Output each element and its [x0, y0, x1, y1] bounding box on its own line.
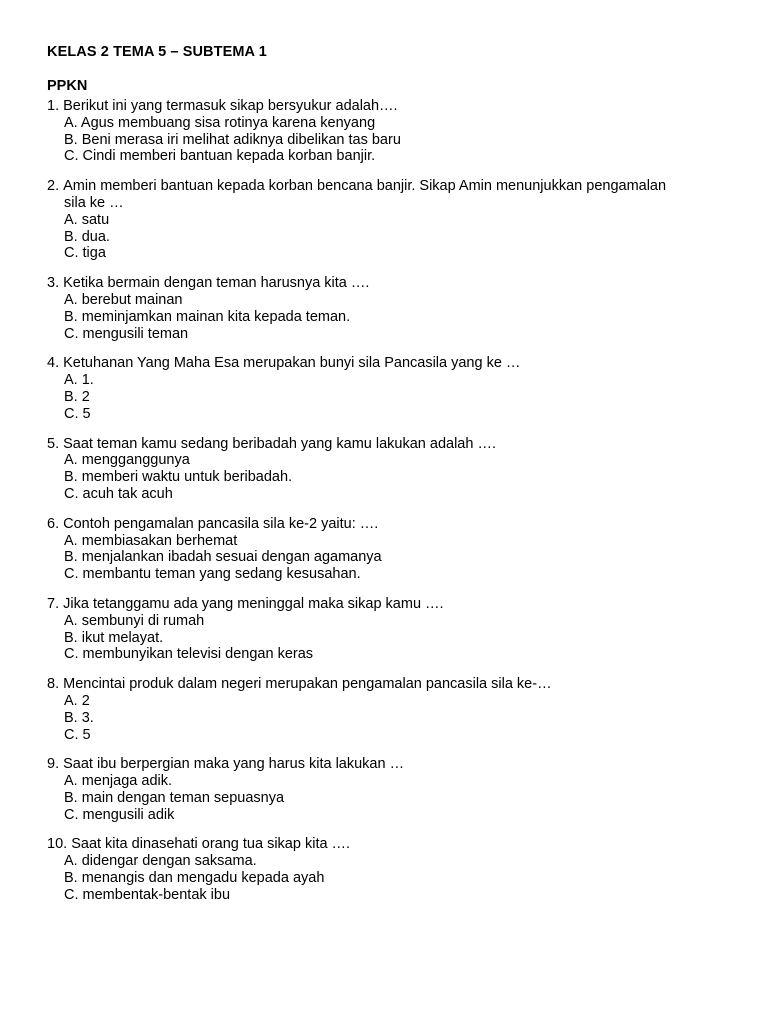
question-number: 1. — [47, 98, 60, 114]
option-b: B. memberi waktu untuk beribadah. — [64, 469, 293, 486]
option-a: A. berebut mainan — [64, 291, 183, 308]
option-a: A. membiasakan berhemat — [64, 532, 238, 549]
question-stem — [47, 836, 727, 853]
question-number: 7. — [47, 595, 60, 612]
option-list — [47, 533, 727, 583]
question-number: 2. — [47, 178, 60, 195]
question-number: 4. — [47, 355, 60, 372]
option-b: B. Beni merasa iri melihat adiknya dibelikan tas baru — [64, 131, 401, 148]
question-stem — [47, 596, 727, 613]
question-number: 9. — [47, 756, 60, 773]
option-a: A. didengar dengan saksama. — [64, 853, 257, 870]
option-list — [47, 613, 727, 663]
question-6 — [47, 516, 727, 583]
option-c: C. membentak-bentak ibu — [64, 886, 231, 903]
option-c: C. membantu teman yang sedang kesusahan. — [64, 566, 361, 583]
question-text: Amin memberi bantuan kepada korban bencana banjir. Sikap Amin menunjukkan pengamalan — [63, 178, 667, 195]
option-list — [47, 452, 727, 502]
question-stem — [47, 516, 727, 533]
option-c: C. 5 — [64, 726, 91, 743]
question-4 — [47, 355, 727, 422]
question-text: Jika tetanggamu ada yang meninggal maka sikap kamu …. — [63, 595, 444, 612]
question-text: Saat ibu berpergian maka yang harus kita lakukan … — [63, 756, 405, 773]
option-list — [47, 853, 727, 903]
question-1 — [47, 98, 727, 165]
question-7 — [47, 596, 727, 663]
option-a: A. mengganggunya — [64, 452, 190, 469]
question-stem — [47, 756, 727, 773]
question-10 — [47, 836, 727, 903]
option-c: C. 5 — [64, 405, 91, 422]
question-stem — [47, 436, 727, 453]
option-list — [47, 195, 727, 262]
option-a: A. 1. — [64, 372, 94, 389]
question-3 — [47, 275, 727, 342]
question-text: Ketuhanan Yang Maha Esa merupakan bunyi sila Pancasila yang ke … — [63, 355, 521, 372]
question-text: Mencintai produk dalam negeri merupakan pengamalan pancasila sila ke-… — [63, 676, 552, 693]
option-b: B. main dengan teman sepuasnya — [64, 789, 285, 806]
question-stem — [47, 676, 727, 693]
question-8 — [47, 676, 727, 743]
option-list — [47, 693, 727, 743]
option-c: C. mengusili adik — [64, 806, 175, 823]
question-text: Saat teman kamu sedang beribadah yang kamu lakukan adalah …. — [63, 435, 496, 452]
question-number: 3. — [47, 275, 60, 292]
option-c: C. tiga — [64, 245, 106, 262]
question-text: Contoh pengamalan pancasila sila ke-2 yaitu: …. — [63, 515, 379, 532]
page-title: KELAS 2 TEMA 5 – SUBTEMA 1 — [47, 44, 267, 60]
option-list — [47, 773, 727, 823]
question-list — [47, 98, 727, 904]
question-number: 6. — [47, 515, 60, 532]
option-list — [47, 292, 727, 342]
option-b: B. dua. — [64, 228, 110, 245]
question-number: 8. — [47, 676, 60, 693]
option-c: C. membunyikan televisi dengan keras — [64, 646, 314, 663]
question-text: Berikut ini yang termasuk sikap bersyukur adalah…. — [63, 98, 398, 114]
subject-heading: PPKN — [47, 78, 88, 94]
option-b: B. menjalankan ibadah sesuai dengan agamanya — [64, 549, 382, 566]
option-b: B. meminjamkan mainan kita kepada teman. — [64, 308, 351, 325]
question-2 — [47, 178, 727, 262]
option-b: B. 2 — [64, 388, 90, 405]
option-b: B. ikut melayat. — [64, 629, 164, 646]
question-9 — [47, 756, 727, 823]
option-a: A. sembunyi di rumah — [64, 612, 205, 629]
option-a: A. Agus membuang sisa rotinya karena kenyang — [64, 114, 376, 131]
option-a: A. satu — [64, 211, 110, 228]
question-text-continuation: sila ke … — [64, 194, 124, 211]
option-b: B. menangis dan mengadu kepada ayah — [64, 870, 325, 887]
question-stem — [47, 275, 727, 292]
question-stem — [47, 355, 727, 372]
option-list — [47, 115, 727, 165]
question-number: 5. — [47, 435, 60, 452]
option-c: C. Cindi memberi bantuan kepada korban banjir. — [64, 148, 376, 165]
question-text: Saat kita dinasehati orang tua sikap kita …. — [71, 836, 351, 853]
question-stem — [47, 98, 727, 115]
question-5 — [47, 436, 727, 503]
question-text: Ketika bermain dengan teman harusnya kita …. — [63, 275, 370, 292]
question-number: 10. — [47, 836, 68, 853]
option-a: A. 2 — [64, 692, 90, 709]
option-c: C. acuh tak acuh — [64, 485, 173, 502]
question-stem — [47, 178, 727, 195]
option-list — [47, 372, 727, 422]
option-c: C. mengusili teman — [64, 325, 189, 342]
option-a: A. menjaga adik. — [64, 773, 173, 790]
option-b: B. 3. — [64, 709, 94, 726]
